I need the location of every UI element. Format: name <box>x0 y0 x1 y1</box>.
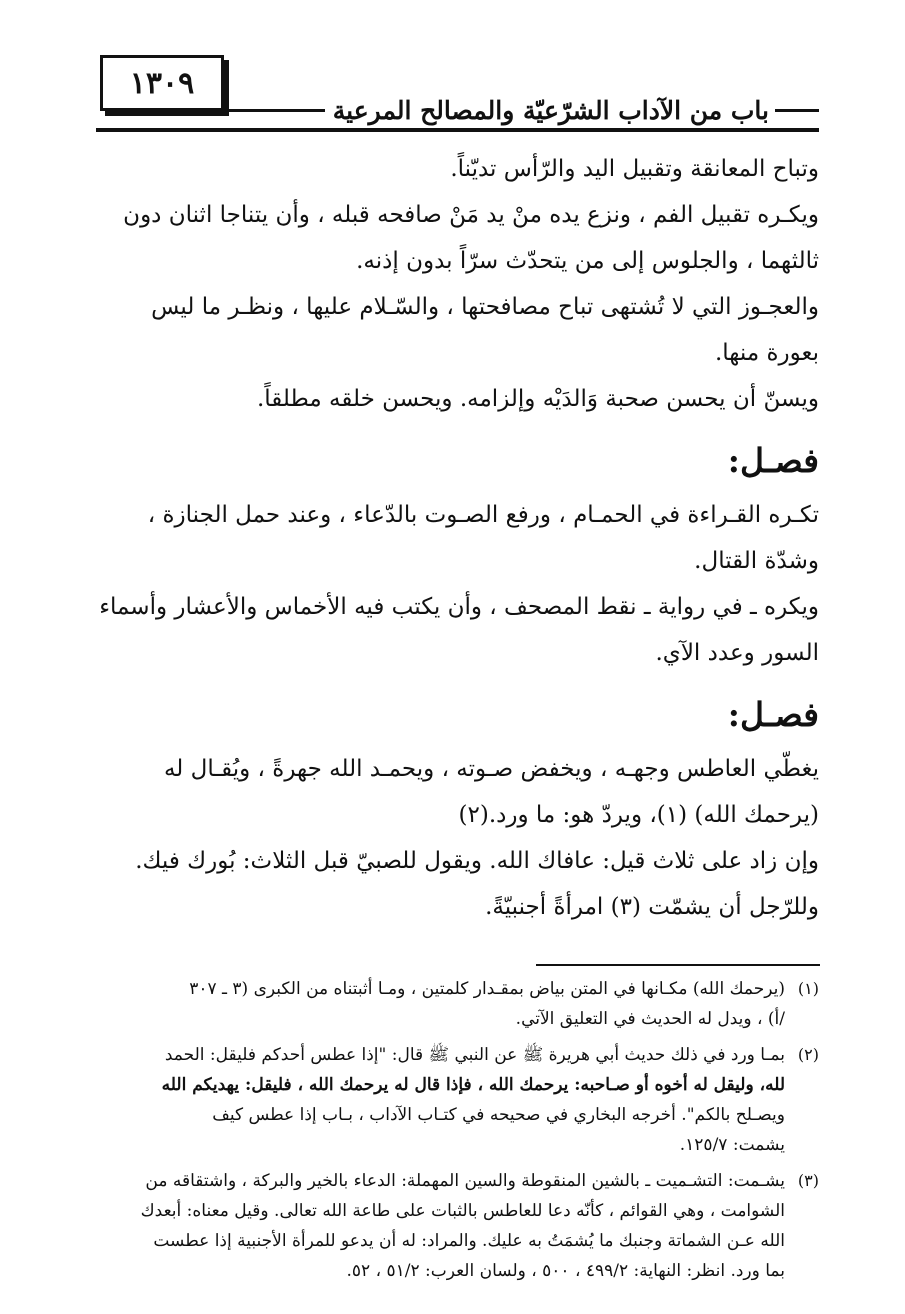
footnote-line: لله، وليقل له أخوه أو صـاحبه: يرحمك الله ، فإذا قال له يرحمك الله ، فليقل: يهديكم الله <box>161 1075 785 1095</box>
paragraph-line: ثالثهما ، والجلوس إلى من يتحدّث سرّاً بدون إذنه. <box>356 248 819 274</box>
page-number: ١٣٠٩ <box>129 65 195 101</box>
footnote-line: الشوامت ، وهي القوائم ، كأنّه دعا للعاطس بالثبات على طاعة الله تعالى. وقيل معناه: أبعدك <box>140 1201 785 1221</box>
header-rule <box>226 109 325 112</box>
footnote-text <box>90 1040 785 1160</box>
paragraph-line: بعورة منها. <box>714 340 819 366</box>
footnote-text <box>90 1166 785 1286</box>
footnote-number: (١) <box>797 979 819 998</box>
footnote-2 <box>90 1040 819 1160</box>
paragraph-line: (يرحمك الله) (١)، ويردّ هو: ما ورد.(٢) <box>458 802 819 828</box>
paragraph: وللرّجل أن يشمّت (٣) امرأةً أجنبيّةً. <box>485 894 819 920</box>
paragraph-line: السور وعدد الآي. <box>655 640 819 666</box>
paragraph-line: والعجـوز التي لا تُشتهى تباح مصافحتها ، والسّـلام عليها ، ونظـر ما ليس <box>151 294 819 320</box>
header-dash <box>775 109 819 112</box>
footnote-line: ويصـلح بالكم". أخرجه البخاري في صحيحه في كتـاب الآداب ، بـاب إذا عطس كيف <box>212 1105 785 1125</box>
footnote-line: يشـمت: التشـميت ـ بالشين المنقوطة والسين المهملة: الدعاء بالخير والبركة ، واشتقاقه من <box>145 1171 785 1191</box>
footnote-1 <box>90 974 819 1034</box>
footnote-line: بما ورد. انظر: النهاية: ٤٩٩/٢ ، ٥٠٠ ، ولسان العرب: ٥١/٢ ، ٥٢. <box>346 1261 785 1281</box>
footnote-line: يشمت: ١٢٥/٧. <box>679 1135 785 1155</box>
footnote-separator <box>536 964 820 966</box>
section-heading-text: فصـل: <box>727 695 819 734</box>
running-title-text: باب من الآداب الشرّعيّة والمصالح المرعية <box>332 95 769 125</box>
paragraph: وتباح المعانقة وتقبيل اليد والرّأس تديّناً. <box>450 156 819 182</box>
running-header <box>96 92 819 128</box>
main-text <box>90 146 819 930</box>
paragraph-line: يغطّي العاطس وجهـه ، ويخفض صـوته ، ويحمـد الله جهرةً ، ويُقـال له <box>163 756 819 782</box>
footnotes <box>90 974 819 1292</box>
paragraph-line: ويكره ـ في رواية ـ نقط المصحف ، وأن يكتب فيه الأخماس والأعشار وأسماء <box>99 594 819 620</box>
footnote-line: /أ) ، ويدل له الحديث في التعليق الآتي. <box>515 1009 785 1029</box>
footnote-text <box>90 974 785 1034</box>
paragraph-line: ويكـره تقبيل الفم ، ونزع يده منْ يد مَنْ صافحه قبله ، وأن يتناجا اثنان دون <box>123 202 819 228</box>
footnote-number: (٢) <box>797 1045 819 1064</box>
footnote-line: بمـا ورد في ذلك حديث أبي هريرة ﷺ عن النبي ﷺ قال: "إذا عطس أحدكم فليقل: الحمد <box>164 1045 785 1065</box>
section-heading-text: فصـل: <box>727 441 819 480</box>
header-underline <box>96 128 819 132</box>
section-heading <box>90 436 819 486</box>
footnote-line: (يرحمك الله) مكـانها في المتن بياض بمقـدار كلمتين ، ومـا أثبتناه من الكبرى (٣ ـ ٣٠٧ <box>189 979 785 999</box>
paragraph: ويسنّ أن يحسن صحبة وَالدَيْه وإلزامه. ويحسن خلقه مطلقاً. <box>256 386 819 412</box>
footnote-number: (٣) <box>797 1171 819 1190</box>
paragraph: وإن زاد على ثلاث قيل: عافاك الله. ويقول للصبيّ قبل الثلاث: بُورك فيك. <box>135 848 819 874</box>
footnote-line: الله عـن الشماتة وجنبك ما يُشمَتُ به عليك. والمراد: له أن يدعو للمرأة الأجنبية إذا عطست <box>153 1231 785 1251</box>
section-heading <box>90 690 819 740</box>
paragraph-line: وشدّة القتال. <box>694 548 819 574</box>
paragraph-line: تكـره القـراءة في الحمـام ، ورفع الصـوت بالدّعاء ، وعند حمل الجنازة ، <box>147 502 819 528</box>
footnote-3 <box>90 1166 819 1286</box>
